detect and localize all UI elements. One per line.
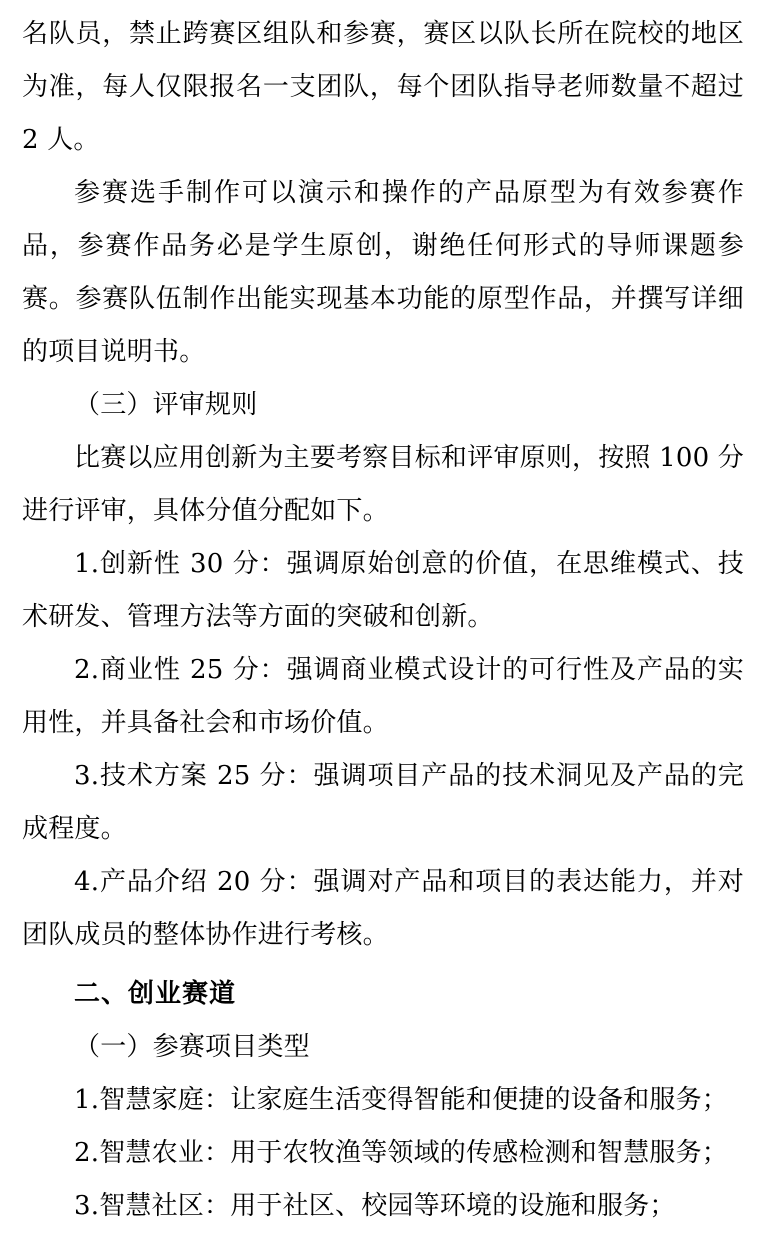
project-type-smart-home: 1.智慧家庭：让家庭生活变得智能和便捷的设备和服务； [74, 1085, 729, 1115]
project-type-smart-community: 3.智慧社区：用于社区、校园等环境的设施和服务； [74, 1191, 676, 1221]
criterion-innovation: 1.创新性 30 分：强调原始创意的价值，在思维模式、技术研发、管理方法等方面的突破和创新。 [22, 549, 744, 632]
paragraph-continued: 名队员，禁止跨赛区组队和参赛，赛区以队长所在院校的地区为准，每人仅限报名一支团队，每个团队指导老师数量不超过 2 人。 [22, 19, 744, 155]
criterion-commercial: 2.商业性 25 分：强调商业模式设计的可行性及产品的实用性，并具备社会和市场价值。 [22, 655, 744, 738]
subheading-review-rules: （三）评审规则 [74, 390, 258, 420]
subheading-project-types: （一）参赛项目类型 [74, 1032, 310, 1062]
project-type-smart-agriculture: 2.智慧农业：用于农牧渔等领域的传感检测和智慧服务； [74, 1138, 729, 1168]
paragraph-prototype-requirements: 参赛选手制作可以演示和操作的产品原型为有效参赛作品，参赛作品务必是学生原创，谢绝任何形式的导师课题参赛。参赛队伍制作出能实现基本功能的原型作品，并撰写详细的项目说明书。 [22, 178, 744, 367]
paragraph-scoring-intro: 比赛以应用创新为主要考察目标和评审原则，按照 100 分进行评审，具体分值分配如下。 [22, 443, 744, 526]
criterion-presentation: 4.产品介绍 20 分：强调对产品和项目的表达能力，并对团队成员的整体协作进行考核。 [22, 867, 744, 950]
criterion-technical: 3.技术方案 25 分：强调项目产品的技术洞见及产品的完成程度。 [22, 761, 744, 844]
section-heading-entrepreneurship-track: 二、创业赛道 [74, 979, 237, 1009]
